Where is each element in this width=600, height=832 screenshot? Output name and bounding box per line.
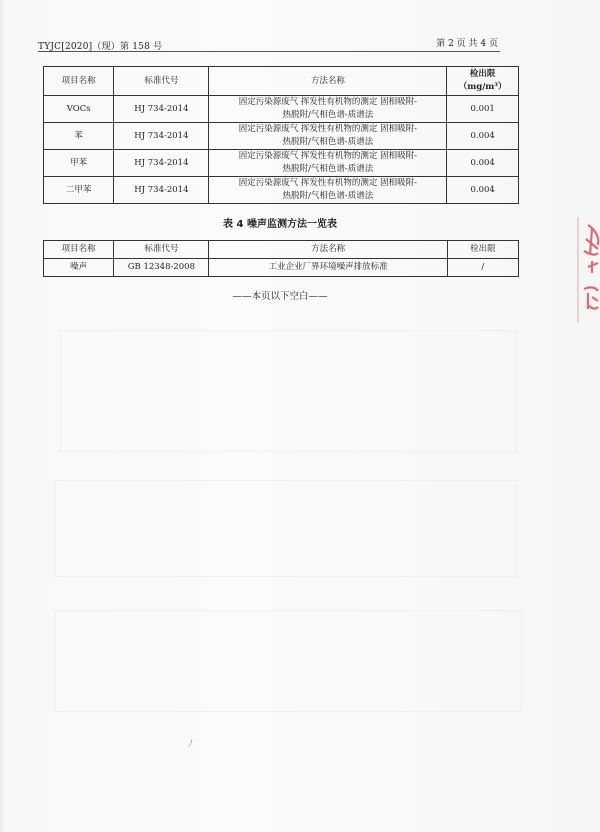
blank-below-note: ——本页以下空白—— [232,291,328,302]
table-header-row [44,241,519,259]
seal-stamp-icon [558,205,600,325]
cell-method: 工业企业厂界环境噪声排放标准 [209,259,447,277]
cell-item: 二甲苯 [44,177,114,204]
noise-method-table [43,240,519,277]
cell-limit: 0.004 [447,177,519,204]
header-method: 方法名称 [209,67,447,96]
cell-item: VOCs [44,96,114,123]
method-line: 热脱附/气相色谱-质谱法 [282,191,374,201]
cell-code: HJ 734-2014 [114,177,209,204]
page-indicator: 第 2 页 共 4 页 [436,39,498,49]
cell-method [209,96,447,123]
method-line: 固定污染源废气 挥发性有机物的测定 固相吸附- [238,97,417,107]
cell-limit: 0.004 [447,123,519,150]
bleed-through-shadow [55,480,517,577]
method-line: 固定污染源废气 挥发性有机物的测定 固相吸附- [238,151,417,161]
method-line: 固定污染源废气 挥发性有机物的测定 固相吸附- [238,178,417,188]
method-line: 热脱附/气相色谱-质谱法 [282,164,374,174]
header-limit-label: 检出限 [469,69,496,79]
method-line: 固定污染源废气 挥发性有机物的测定 固相吸附- [238,124,417,134]
header-limit: 检出限 [447,241,518,259]
cell-item: 噪声 [44,259,114,277]
table-header-row [44,67,519,96]
cell-limit: 0.004 [447,150,519,177]
table-row [44,150,519,177]
header-method: 方法名称 [209,241,447,259]
cell-limit: / [447,259,518,277]
document-number: TYJC[2020]（现）第 158 号 [38,42,163,52]
header-item: 项目名称 [44,67,114,96]
bleed-through-shadow [55,610,522,712]
header-limit-unit: （mg/m³） [458,82,507,92]
header-limit [447,67,519,96]
table-row [44,177,519,204]
cell-code: GB 12348-2008 [114,259,209,277]
cell-limit: 0.001 [447,96,519,123]
header-code: 标准代号 [114,67,209,96]
cell-code: HJ 734-2014 [114,123,209,150]
method-line: 热脱附/气相色谱-质谱法 [282,137,374,147]
header-code: 标准代号 [114,241,209,259]
cell-item: 甲苯 [44,150,114,177]
cell-item: 苯 [44,123,114,150]
cell-method [209,177,447,204]
cell-code: HJ 734-2014 [114,96,209,123]
method-line: 热脱附/气相色谱-质谱法 [282,110,374,120]
voc-method-table [43,66,519,204]
bleed-through-shadow [60,330,517,452]
cell-method [209,150,447,177]
header-divider [38,51,500,52]
cell-code: HJ 734-2014 [114,150,209,177]
cell-method [209,123,447,150]
header-item: 项目名称 [44,241,114,259]
faint-pen-mark: ﾉ [188,739,193,750]
table4-caption: 表 4 噪声监测方法一览表 [223,219,337,230]
table-row [44,259,519,277]
table-row [44,123,519,150]
table-row [44,96,519,123]
